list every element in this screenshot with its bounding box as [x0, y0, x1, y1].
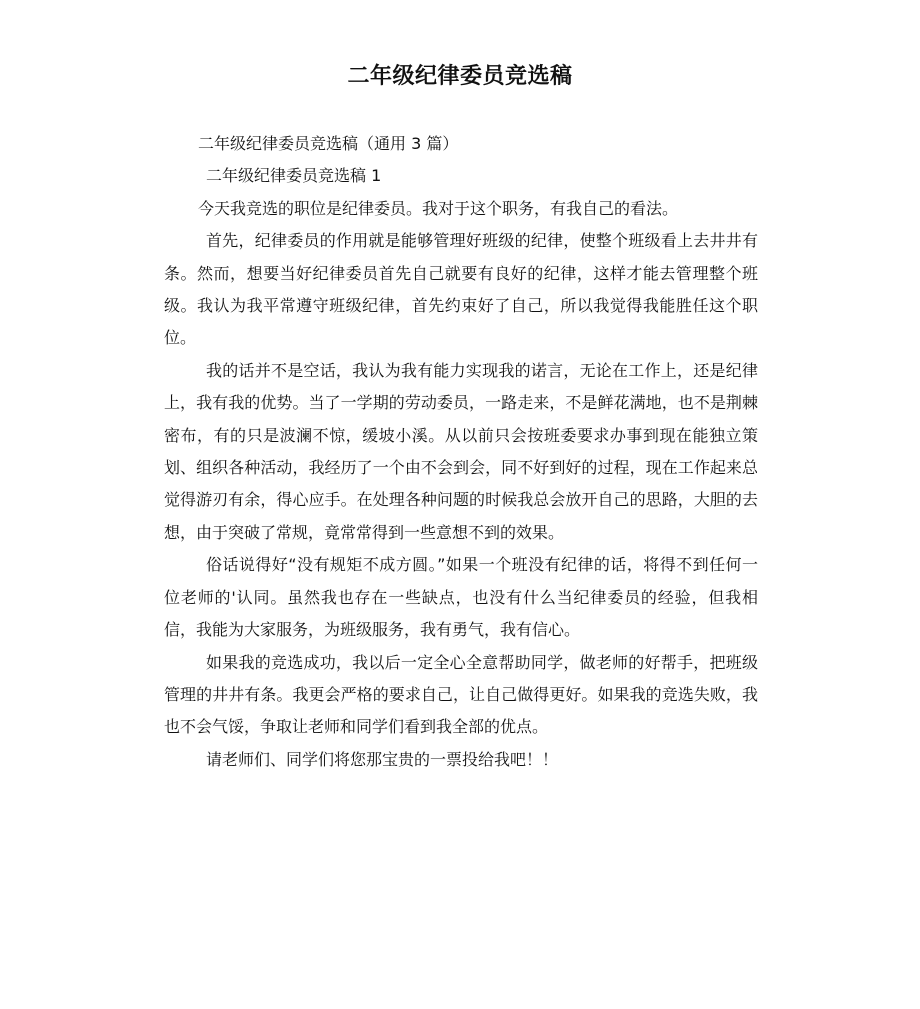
document-body [164, 128, 758, 776]
body-paragraph-3: 俗话说得好“没有规矩不成方圆。”如果一个班没有纪律的话，将得不到任何一位老师的'认同。虽然我也存在一些缺点，也没有什么当纪律委员的经验，但我相信，我能为大家服务，为班级服务，我有勇气，我有信心。 [164, 555, 758, 640]
body-paragraph-2: 我的话并不是空话，我认为我有能力实现我的诺言，无论在工作上，还是纪律上，我有我的优势。当了一学期的劳动委员，一路走来，不是鲜花满地，也不是荆棘密布，有的只是波澜不惊，缓坡小溪。从以前只会按班委要求办事到现在能独立策划、组织各种活动，我经历了一个由不会到会，同不好到好的过程，现在工作起来总觉得游刃有余，得心应手。在处理各种问题的时候我总会放开自己的思路，大胆的去想，由于突破了常规，竟常常得到一些意想不到的效果。 [164, 360, 758, 542]
lead-paragraph: 今天我竞选的职位是纪律委员。我对于这个职务，有我自己的看法。 [198, 198, 679, 218]
body-paragraph-1: 首先，纪律委员的作用就是能够管理好班级的纪律，使整个班级看上去井井有条。然而，想要当好纪律委员首先自己就要有良好的纪律，这样才能去管理整个班级。我认为我平常遵守班级纪律，首先约束好了自己，所以我觉得我能胜任这个职位。 [164, 231, 758, 348]
body-paragraph-4: 如果我的竞选成功，我以后一定全心全意帮助同学，做老师的好帮手，把班级管理的井井有条。我更会严格的要求自己，让自己做得更好。如果我的竞选失败，我也不会气馁，争取让老师和同学们看到我全部的优点。 [164, 652, 758, 737]
section-heading: 二年级纪律委员竞选稿 1 [206, 166, 382, 186]
document-subtitle: 二年级纪律委员竞选稿（通用 3 篇） [198, 134, 459, 153]
closing-paragraph: 请老师们、同学们将您那宝贵的一票投给我吧！！ [206, 749, 559, 769]
document-title: 二年级纪律委员竞选稿 [347, 64, 573, 89]
